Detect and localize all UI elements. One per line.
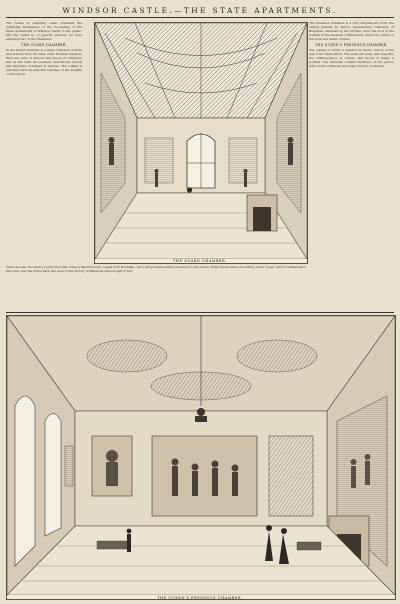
top-engraving-caption: THE GUARD CHAMBER. (173, 259, 227, 263)
bottom-engraving-caption: THE QUEEN'S PRESENCE CHAMBER. (157, 596, 243, 600)
left-intro-text: The Castle of yesterday week contained the gratifying intelligence of the re-opening of the State Apartments of Windsor Castle to the public; and the Castle is, of general interest, we have engraved two of the Chambers. (6, 22, 82, 41)
right-section-heading: THE QUEEN'S PRESENCE CHAMBER. (315, 42, 388, 47)
presence-chamber-illustration (7, 316, 395, 595)
left-body-text: In the Guard Chamber is a large collection of arms and armour, from the time of the Norman invasion. Here are suits of armour and pieces of ordnance; and on the walls are muskets, matchlocks, pistols and bayonets, arranged in devices. The ceiling is enriched with the armorial bearings of the Knights of the Garter. (6, 48, 82, 76)
right-text-column (309, 22, 394, 312)
right-body-text: The ceiling of which is painted by Verrio, and is of the age of the Restoration. The walls are hung with tapestry; the chimney-piece is carved, and above it hangs a portrait. The chamber contains furniture of the period, with a bust of Handel, and other objects of interest. (309, 48, 394, 69)
left-section-heading: THE GUARD CHAMBER. (21, 42, 67, 47)
guard-chamber-illustration (95, 23, 307, 259)
middle-text-band (6, 266, 306, 312)
guard-chamber-engraving (94, 22, 308, 264)
page-header: WINDSOR CASTLE.—THE STATE APARTMENTS. (62, 6, 338, 15)
header-rule (6, 17, 394, 18)
mid-rule (6, 312, 394, 313)
middle-body-text: There are also the busts of John Churchill, Duke of Marlborough, copied from Roubiliac; and a large Indian shield presented to the Queen. When Queen Anne was sitting in her closet, which commanded a fine view over the Home Park, the news of the victory of Blenheim was brought to her. (6, 266, 306, 273)
presence-chamber-engraving (6, 315, 396, 600)
right-intro-text: The Presence Chamber is a very magnificent room; the ceiling painted by Verrio, representing Catharine of Braganza, attended by the Virtues. Over the door is the portrait of the Duchess of Brunswick; and in the centre of the room are chairs of state. (309, 22, 394, 41)
